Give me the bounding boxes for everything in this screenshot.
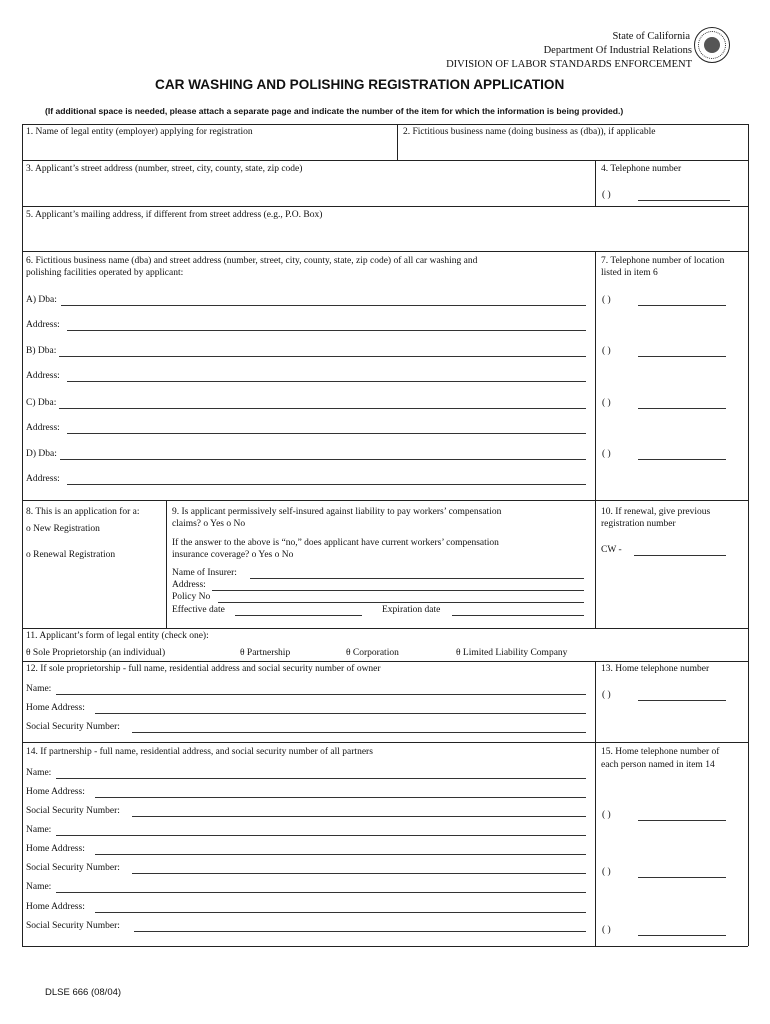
partner-2-address-label: Home Address: <box>26 844 85 854</box>
dba-b-phone-field[interactable] <box>638 356 726 357</box>
dba-a-phone-area: ( ) <box>602 295 611 305</box>
dba-b-phone-area: ( ) <box>602 346 611 356</box>
partner-2-address-field[interactable] <box>95 854 586 855</box>
llc-checkbox[interactable]: θ Limited Liability Company <box>456 648 568 658</box>
effective-date-label: Effective date <box>172 605 225 615</box>
partner-1-ssn-label: Social Security Number: <box>26 806 120 816</box>
partner-3-ssn-label: Social Security Number: <box>26 921 120 931</box>
dba-d-field[interactable] <box>60 459 586 460</box>
coverage-yes-no-checkbox[interactable]: insurance coverage? o Yes o No <box>172 550 294 560</box>
partner-3-name-field[interactable] <box>56 892 586 893</box>
item-7-location-phone-label-cont: listed in item 6 <box>601 268 658 278</box>
partner-1-phone-field[interactable] <box>638 820 726 821</box>
partner-2-ssn-label: Social Security Number: <box>26 863 120 873</box>
insurer-name-field[interactable] <box>250 578 584 579</box>
insurer-name-label: Name of Insurer: <box>172 568 237 578</box>
partner-2-ssn-field[interactable] <box>132 873 586 874</box>
dba-a-phone-field[interactable] <box>638 305 726 306</box>
form-title: CAR WASHING AND POLISHING REGISTRATION APPLICATION <box>155 77 565 92</box>
dba-d-phone-area: ( ) <box>602 449 611 459</box>
dba-b-field[interactable] <box>59 356 586 357</box>
previous-registration-field[interactable] <box>634 555 726 556</box>
dba-d-label: D) Dba: <box>26 449 57 459</box>
partner-3-address-label: Home Address: <box>26 902 85 912</box>
california-state-seal-icon <box>694 27 730 63</box>
agency-division: DIVISION OF LABOR STANDARDS ENFORCEMENT <box>446 59 692 70</box>
item-9-self-insured-label: 9. Is applicant permissively self-insured against liability to pay workers’ compensation <box>172 507 502 517</box>
item-7-location-phone-label: 7. Telephone number of location <box>601 256 725 266</box>
effective-date-field[interactable] <box>235 615 362 616</box>
owner-home-address-label: Home Address: <box>26 703 85 713</box>
mailing-address-field[interactable] <box>23 223 747 250</box>
item-1-legal-entity-label: 1. Name of legal entity (employer) applying for registration <box>26 127 253 137</box>
sole-proprietorship-checkbox[interactable]: θ Sole Proprietorship (an individual) <box>26 648 166 658</box>
owner-ssn-field[interactable] <box>132 732 586 733</box>
partner-3-phone-area: ( ) <box>602 925 611 935</box>
dba-c-address-field[interactable] <box>67 433 586 434</box>
dba-d-address-field[interactable] <box>67 484 586 485</box>
partner-3-address-field[interactable] <box>95 912 586 913</box>
dba-a-label: A) Dba: <box>26 295 57 305</box>
item-8-application-type-label: 8. This is an application for a: <box>26 507 140 517</box>
form-instructions: (If additional space is needed, please attach a separate page and indicate the number of the item for which the information is being provided.) <box>45 106 624 116</box>
partner-1-address-field[interactable] <box>95 797 586 798</box>
partner-1-phone-area: ( ) <box>602 810 611 820</box>
self-insured-yes-no-checkbox[interactable]: claims? o Yes o No <box>172 519 246 529</box>
item-9-coverage-question: If the answer to the above is “no,” does applicant have current workers’ compensation <box>172 538 499 548</box>
dba-c-phone-area: ( ) <box>602 398 611 408</box>
partner-2-name-field[interactable] <box>56 835 586 836</box>
partner-2-phone-field[interactable] <box>638 877 726 878</box>
item-13-home-phone-label: 13. Home telephone number <box>601 664 710 674</box>
partnership-checkbox[interactable]: θ Partnership <box>240 648 291 658</box>
partner-1-name-label: Name: <box>26 768 52 778</box>
item-10-previous-registration-label-cont: registration number <box>601 519 676 529</box>
owner-name-label: Name: <box>26 684 52 694</box>
insurer-address-label: Address: <box>172 580 206 590</box>
partner-3-phone-field[interactable] <box>638 935 726 936</box>
item-5-mailing-address-label: 5. Applicant’s mailing address, if different from street address (e.g., P.O. Box) <box>26 210 323 220</box>
item-4-telephone-label: 4. Telephone number <box>601 164 682 174</box>
dba-b-address-label: Address: <box>26 371 60 381</box>
owner-phone-field[interactable] <box>638 700 726 701</box>
item-11-entity-form-label: 11. Applicant’s form of legal entity (check one): <box>26 631 209 641</box>
dba-d-phone-field[interactable] <box>638 459 726 460</box>
insurer-address-field[interactable] <box>212 590 584 591</box>
renewal-registration-checkbox[interactable]: o Renewal Registration <box>26 550 116 560</box>
dba-c-field[interactable] <box>59 408 586 409</box>
item-6-facilities-label: 6. Fictitious business name (dba) and street address (number, street, city, county, state, zip code) of all car washing and <box>26 256 478 266</box>
telephone-field[interactable] <box>638 200 730 201</box>
new-registration-checkbox[interactable]: o New Registration <box>26 524 100 534</box>
dba-d-address-label: Address: <box>26 474 60 484</box>
dba-b-label: B) Dba: <box>26 346 57 356</box>
partner-1-address-label: Home Address: <box>26 787 85 797</box>
partner-1-name-field[interactable] <box>56 778 586 779</box>
dba-a-address-field[interactable] <box>67 330 586 331</box>
telephone-area-code: ( ) <box>602 190 611 200</box>
partner-3-name-label: Name: <box>26 882 52 892</box>
partner-2-name-label: Name: <box>26 825 52 835</box>
policy-number-label: Policy No <box>172 592 211 602</box>
owner-ssn-label: Social Security Number: <box>26 722 120 732</box>
item-10-previous-registration-label: 10. If renewal, give previous <box>601 507 711 517</box>
item-12-sole-proprietor-label: 12. If sole proprietorship - full name, residential address and social security number of owner <box>26 664 381 674</box>
expiration-date-field[interactable] <box>452 615 584 616</box>
dba-b-address-field[interactable] <box>67 381 586 382</box>
cw-prefix: CW - <box>601 545 622 555</box>
partner-2-phone-area: ( ) <box>602 867 611 877</box>
fictitious-business-name-field[interactable] <box>398 140 747 159</box>
dba-c-label: C) Dba: <box>26 398 57 408</box>
item-15-partner-phones-label: 15. Home telephone number of <box>601 747 720 757</box>
policy-number-field[interactable] <box>218 602 584 603</box>
partner-1-ssn-field[interactable] <box>132 816 586 817</box>
agency-department: Department Of Industrial Relations <box>543 45 692 56</box>
owner-home-address-field[interactable] <box>95 713 586 714</box>
dba-a-field[interactable] <box>61 305 586 306</box>
item-3-street-address-label: 3. Applicant’s street address (number, street, city, county, state, zip code) <box>26 164 303 174</box>
dba-a-address-label: Address: <box>26 320 60 330</box>
agency-state: State of California <box>612 31 690 42</box>
item-14-partners-label: 14. If partnership - full name, residential address, and social security number of all partners <box>26 747 373 757</box>
partner-3-ssn-field[interactable] <box>134 931 586 932</box>
expiration-date-label: Expiration date <box>382 605 441 615</box>
form-id: DLSE 666 (08/04) <box>45 987 122 998</box>
owner-name-field[interactable] <box>56 694 586 695</box>
dba-c-address-label: Address: <box>26 423 60 433</box>
item-6-facilities-label-cont: polishing facilities operated by applicant: <box>26 268 184 278</box>
corporation-checkbox[interactable]: θ Corporation <box>346 648 399 658</box>
dba-c-phone-field[interactable] <box>638 408 726 409</box>
owner-phone-area: ( ) <box>602 690 611 700</box>
item-2-fictitious-name-label: 2. Fictitious business name (doing business as (dba)), if applicable <box>403 127 656 137</box>
legal-entity-name-field[interactable] <box>23 140 396 159</box>
street-address-field[interactable] <box>23 177 594 205</box>
item-15-partner-phones-label-cont: each person named in item 14 <box>601 760 715 770</box>
